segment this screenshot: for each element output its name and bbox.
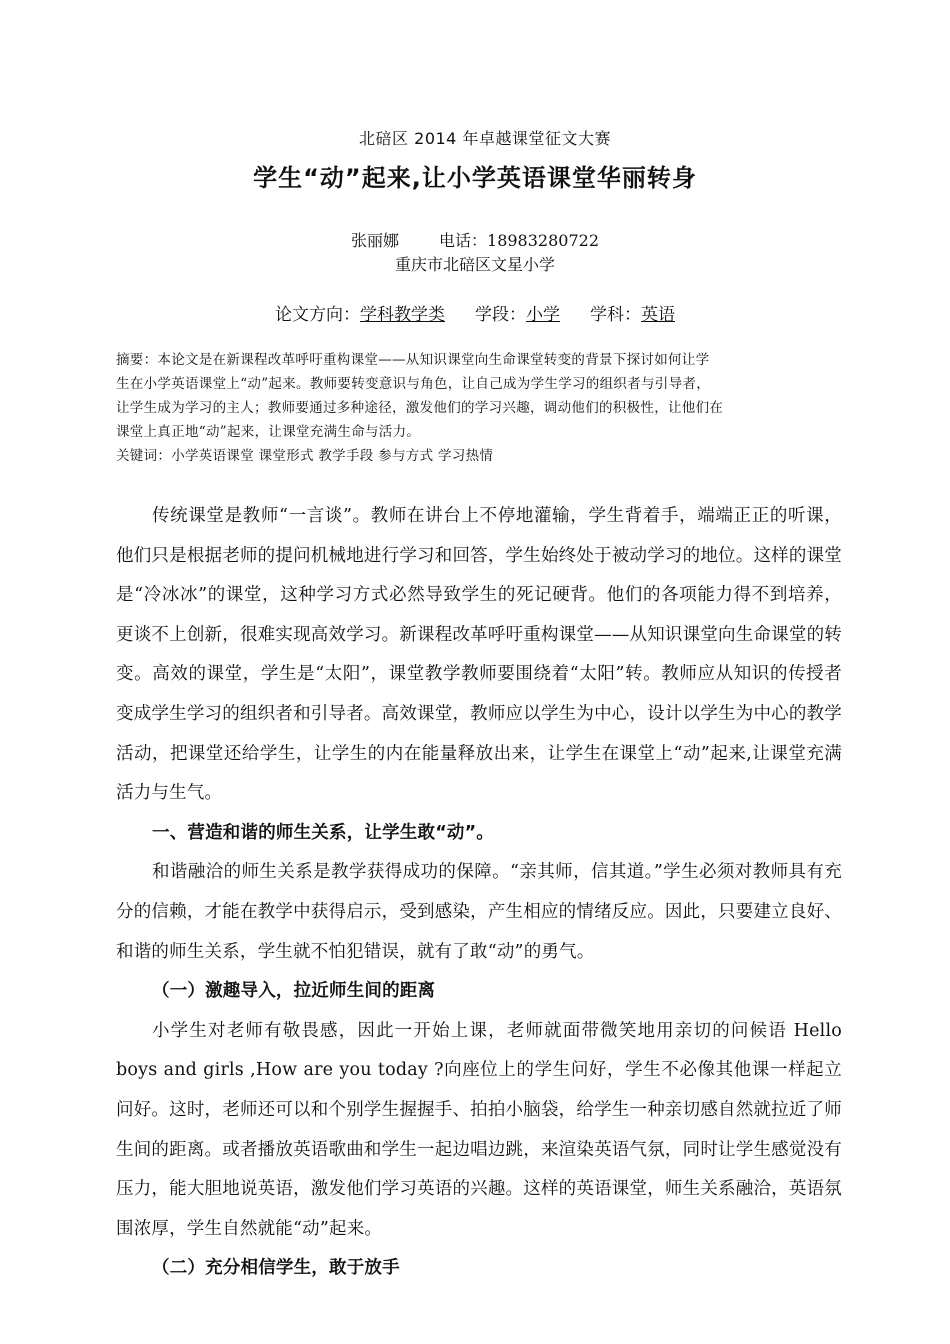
stage-label: 学段： xyxy=(475,305,526,325)
section-heading: 一、营造和谐的师生关系，让学生敢“动”。 xyxy=(152,822,495,843)
section-paragraph: 和谐融洽的师生关系是教学获得成功的保障。“亲其师，信其道。”学生必须对教师具有充分的信赖，才能在教学中获得启示，受到感染，产生相应的情绪反应。因此，只要建立良好、和谐的师生关系，学生就不怕犯错误，就有了敢“动”的勇气。 xyxy=(116,862,842,962)
contest-name: 北碚区 2014 年卓越课堂征文大赛 xyxy=(359,129,611,148)
author-line xyxy=(0,228,950,251)
author-name: 张丽娜 xyxy=(350,231,399,250)
body-text xyxy=(116,497,842,1289)
abstract-block xyxy=(116,348,846,468)
school-name: 重庆市北碚区文星小学 xyxy=(394,255,555,274)
intro-paragraph: 传统课堂是教师“一言谈”。教师在讲台上不停地灌输，学生背着手，端端正正的听课，他们只是根据老师的提问机械地进行学习和回答，学生始终处于被动学习的地位。这样的课堂是“冷冰冰”的课堂，这种学习方式必然导致学生的死记硬背。他们的各项能力得不到培养，更谈不上创新，很难实现高效学习。新课程改革呼吁重构课堂——从知识课堂向生命课堂的转变。高效的课堂，学生是“太阳”，课堂教学教师要围绕着“太阳”转。教师应从知识的传授者变成学生学习的组织者和引导者。高效课堂，教师应以学生为中心，设计以学生为中心的教学活动，把课堂还给学生，让学生的内在能量释放出来，让学生在课堂上“动”起来,让课堂充满活力与生气。 xyxy=(116,506,842,804)
abstract-line: 让学生成为学习的主人；教师要通过多种途径，激发他们的学习兴趣，调动他们的积极性，让他们在 xyxy=(116,400,724,416)
keywords-line: 关键词：小学英语课堂 课堂形式 教学手段 参与方式 学习热情 xyxy=(116,448,494,464)
subsection-paragraph: 小学生对老师有敬畏感，因此一开始上课，老师就面带微笑地用亲切的问候语 Hello boys and girls ,How are you today ?向座位上的学生问好，学生不必像其他课一样起立问好。这时，老师还可以和个别学生握握手、拍拍小脑袋，给学生一种亲切感自然就拉近了师生间的距离。或者播放英语歌曲和学生一起边唱边跳，来渲染英语气氛，同时让学生感觉没有压力，能大胆地说英语，激发他们学习英语的兴趣。这样的英语课堂，师生关系融洽，英语氛围浓厚，学生自然就能“动”起来。 xyxy=(116,1020,842,1239)
subsection-heading: （一）激趣导入，拉近师生间的距离 xyxy=(152,981,436,1002)
abstract-line: 课堂上真正地“动”起来，让课堂充满生命与活力。 xyxy=(116,424,421,440)
subject-label: 学科： xyxy=(590,305,641,325)
direction-label: 论文方向： xyxy=(275,305,360,325)
subject-value: 英语 xyxy=(641,305,675,325)
abstract-line: 生在小学英语课堂上“动”起来。教师要转变意识与角色，让自己成为学生学习的组织者与引导者， xyxy=(116,376,711,392)
paper-meta xyxy=(0,300,950,325)
subsection-heading: （二）充分相信学生，敢于放手 xyxy=(152,1258,400,1279)
paper-title: 学生“动”起来,让小学英语课堂华丽转身 xyxy=(253,164,697,192)
phone-label: 电话： xyxy=(439,231,488,250)
phone-number: 18983280722 xyxy=(487,231,599,250)
stage-value: 小学 xyxy=(526,305,560,325)
direction-value: 学科教学类 xyxy=(360,305,445,325)
abstract-line: 摘要：本论文是在新课程改革呼吁重构课堂——从知识课堂向生命课堂转变的背景下探讨如何让学 xyxy=(116,352,710,368)
